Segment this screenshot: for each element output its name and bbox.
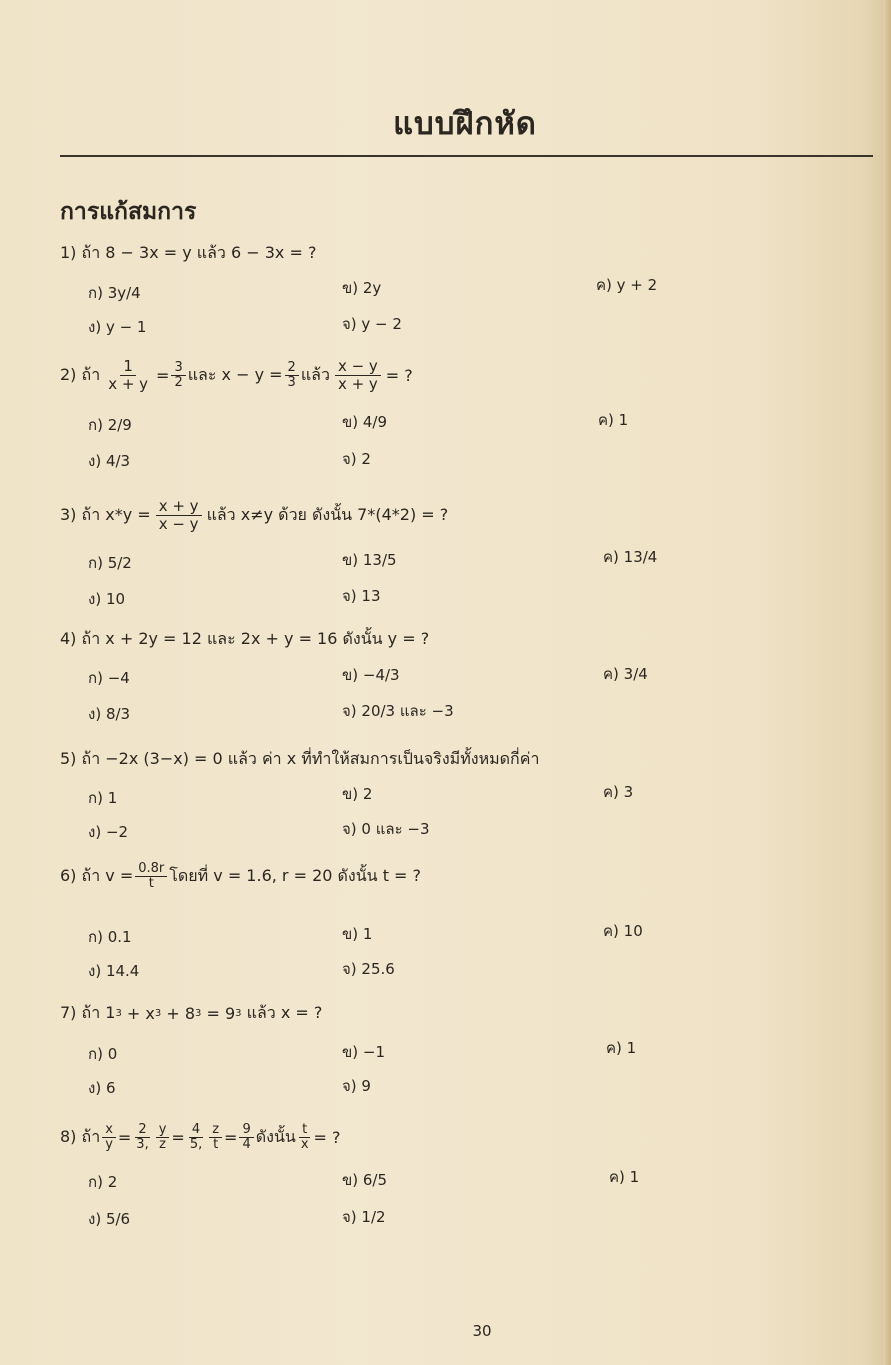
q6-choice-a: ก) 0.1 (88, 928, 132, 946)
section-heading: การแก้สมการ (60, 198, 197, 225)
q4-choice-d: ง) 8/3 (88, 705, 131, 723)
q7-choice-c: ค) 1 (606, 1039, 637, 1057)
question-8-end: = ? (313, 1128, 341, 1147)
question-2-then: แล้ว (300, 365, 330, 384)
term: + 8 (166, 1004, 196, 1023)
question-4-text: 4) ถ้า x + 2y = 12 และ 2x + y = 16 ดังนั้น y = ? (60, 629, 430, 648)
q3-choice-c: ค) 13/4 (603, 548, 658, 566)
fraction (156, 498, 202, 533)
question-8-middle: ดังนั้น (255, 1127, 296, 1146)
exponent: 3 (115, 1008, 122, 1019)
numerator: x − y (335, 358, 381, 376)
numerator: 0.8r (135, 862, 167, 877)
equals-sign: = (171, 1128, 185, 1147)
fraction (156, 1123, 170, 1152)
q4-choice-e: จ) 20/3 และ −3 (342, 702, 454, 720)
q4-choice-c: ค) 3/4 (603, 665, 648, 683)
fraction (239, 1123, 253, 1152)
term: = 9 (206, 1004, 236, 1023)
page-spine-shadow (883, 0, 891, 1365)
q5-choice-b: ข) 2 (342, 785, 373, 803)
denominator: 5, (189, 1137, 203, 1152)
title-divider (60, 155, 873, 157)
q2-choice-d: ง) 4/3 (88, 452, 131, 470)
denominator: 4 (242, 1137, 251, 1152)
fraction (105, 358, 151, 393)
numerator: y (156, 1123, 170, 1138)
numerator: 2 (135, 1123, 149, 1138)
fraction (133, 1123, 151, 1152)
fraction (135, 862, 167, 891)
denominator: 2 (174, 375, 183, 390)
question-8 (60, 1123, 341, 1152)
question-4 (60, 627, 429, 652)
question-6-rest: โดยที่ v = 1.6, r = 20 ดังนั้น t = ? (169, 866, 422, 885)
numerator: z (209, 1123, 222, 1138)
question-7-number: 7) ถ้า 1 (60, 1003, 116, 1022)
question-1-text: 1) ถ้า 8 − 3x = y แล้ว 6 − 3x = ? (60, 243, 317, 262)
equals-sign: = (156, 366, 170, 385)
numerator: 9 (239, 1123, 253, 1138)
q6-choice-e: จ) 25.6 (342, 960, 395, 978)
q1-choice-c: ค) y + 2 (596, 276, 658, 294)
question-2-middle: และ x − y = (187, 365, 283, 384)
q3-choice-e: จ) 13 (342, 587, 381, 605)
fraction (285, 361, 299, 390)
equals-sign: = (224, 1128, 238, 1147)
question-3 (60, 498, 448, 533)
q5-choice-a: ก) 1 (88, 789, 118, 807)
q2-choice-a: ก) 2/9 (88, 416, 132, 434)
q1-choice-e: จ) y − 2 (342, 315, 402, 333)
q2-choice-b: ข) 4/9 (342, 413, 388, 431)
exponent: 3 (235, 1008, 242, 1019)
page-title: แบบฝึกหัด (393, 106, 537, 142)
question-3-rest: แล้ว x≠y ด้วย ดังนั้น 7*(4*2) = ? (206, 505, 449, 524)
denominator: z (159, 1137, 166, 1152)
q7-choice-d: ง) 6 (88, 1079, 116, 1097)
question-6 (60, 862, 421, 891)
fraction (102, 1123, 116, 1152)
question-5 (60, 747, 539, 772)
denominator: t (148, 876, 154, 891)
q5-choice-c: ค) 3 (603, 783, 634, 801)
q8-choice-c: ค) 1 (609, 1168, 640, 1186)
exponent: 3 (154, 1008, 162, 1019)
q8-choice-b: ข) 6/5 (342, 1171, 388, 1189)
q1-choice-d: ง) y − 1 (88, 318, 147, 336)
question-1 (60, 241, 316, 266)
question-7-rest: แล้ว x = ? (246, 1003, 323, 1022)
q8-choice-d: ง) 5/6 (88, 1210, 131, 1228)
equals-sign: = (117, 1128, 132, 1147)
q4-choice-a: ก) −4 (88, 669, 130, 687)
denominator: 3, (136, 1137, 149, 1152)
question-6-number: 6) ถ้า v = (60, 866, 134, 885)
q3-choice-b: ข) 13/5 (342, 551, 397, 569)
fraction (171, 361, 185, 390)
q7-choice-a: ก) 0 (88, 1045, 118, 1063)
fraction (298, 1123, 312, 1152)
fraction (335, 358, 381, 393)
denominator: y (105, 1137, 113, 1152)
question-2 (60, 358, 413, 393)
denominator: x − y (158, 515, 199, 533)
q7-choice-e: จ) 9 (342, 1077, 371, 1095)
q5-choice-d: ง) −2 (88, 823, 129, 841)
denominator: t (213, 1137, 219, 1152)
question-7 (60, 1001, 322, 1026)
term: + x (126, 1004, 155, 1023)
q7-choice-b: ข) −1 (342, 1043, 385, 1061)
fraction (209, 1123, 222, 1152)
q5-choice-e: จ) 0 และ −3 (342, 820, 430, 838)
numerator: 1 (120, 358, 136, 376)
q6-choice-d: ง) 14.4 (88, 962, 140, 980)
q8-choice-a: ก) 2 (88, 1173, 118, 1191)
question-3-number: 3) ถ้า x*y = (60, 505, 151, 524)
q2-choice-c: ค) 1 (598, 411, 629, 429)
fraction (187, 1123, 205, 1152)
page-number: 30 (472, 1322, 492, 1340)
q6-choice-b: ข) 1 (342, 925, 373, 943)
denominator: 3 (287, 375, 296, 390)
numerator: 4 (189, 1123, 203, 1138)
q6-choice-c: ค) 10 (603, 922, 643, 940)
q2-choice-e: จ) 2 (342, 450, 371, 468)
numerator: x + y (156, 498, 202, 516)
numerator: 3 (171, 361, 185, 376)
q8-choice-e: จ) 1/2 (342, 1208, 386, 1226)
numerator: t (299, 1123, 310, 1138)
denominator: x (300, 1137, 309, 1152)
question-2-number: 2) ถ้า (60, 365, 101, 384)
q4-choice-b: ข) −4/3 (342, 666, 400, 684)
q3-choice-d: ง) 10 (88, 590, 126, 608)
q3-choice-a: ก) 5/2 (88, 554, 132, 572)
denominator: x + y (108, 375, 149, 393)
question-5-text: 5) ถ้า −2x (3−x) = 0 แล้ว ค่า x ที่ทำให้สมการเป็นจริงมีทั้งหมดกี่ค่า (60, 749, 540, 768)
numerator: x (102, 1123, 116, 1138)
exponent: 3 (195, 1008, 202, 1019)
question-2-end: = ? (385, 366, 413, 385)
q1-choice-a: ก) 3y/4 (88, 284, 141, 302)
question-8-number: 8) ถ้า (60, 1127, 101, 1146)
q1-choice-b: ข) 2y (342, 279, 382, 297)
numerator: 2 (285, 361, 299, 376)
denominator: x + y (337, 375, 378, 393)
